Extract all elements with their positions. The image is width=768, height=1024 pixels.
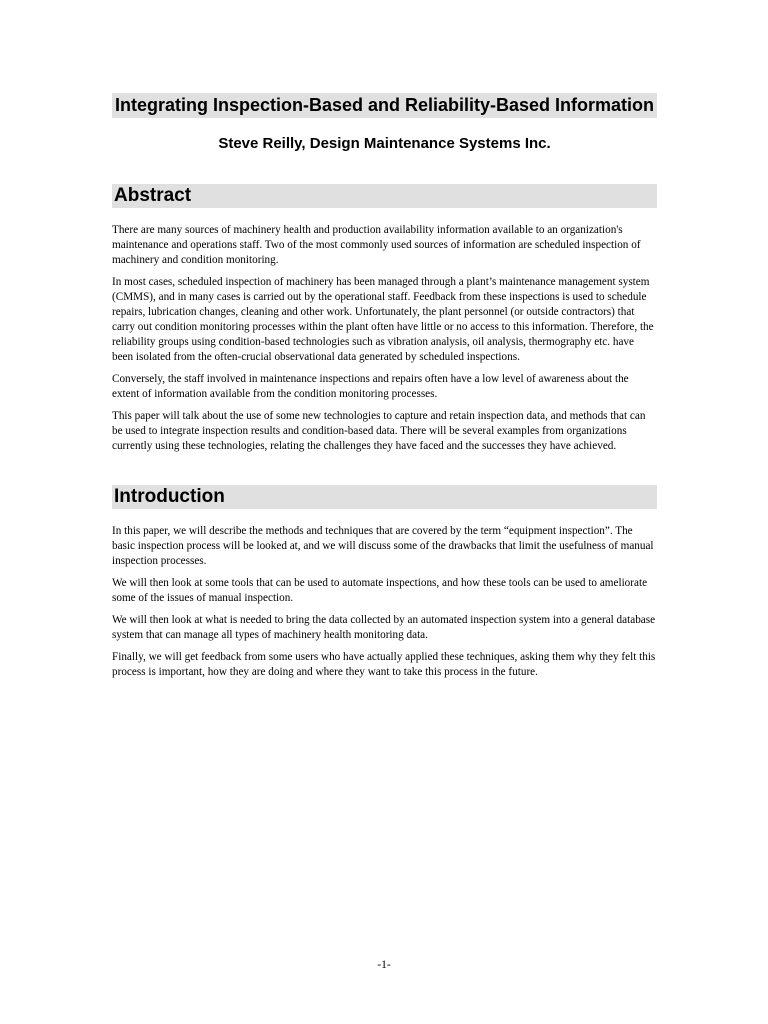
introduction-paragraph: We will then look at some tools that can be used to automate inspections, and how these tools can be used to ameliorate some of the issues of manual inspection. — [112, 577, 648, 604]
title-banner — [112, 93, 657, 118]
introduction-paragraph: In this paper, we will describe the methods and techniques that are covered by the term “equipment inspection”. The basic inspection process will be looked at, and we will discuss some of the drawbacks that limit the usefulness of manual inspection processes. — [112, 525, 654, 567]
abstract-paragraph: In most cases, scheduled inspection of machinery has been managed through a plant’s maintenance management system (CMMS), and in many cases is carried out by the operational staff. Feedback from these inspections is used to schedule repairs, lubrication changes, cleaning and other work. Unfortunately, the plant personnel (or outside contractors) that carry out condition monitoring processes within the plant often have little or no access to this information. Therefore, the reliability groups using condition-based technologies such as vibration analysis, oil analysis, thermography etc. have been isolated from the often-crucial observational data generated by scheduled inspections. — [112, 276, 654, 363]
abstract-heading: Abstract — [112, 184, 657, 208]
page-number: -1- — [377, 959, 391, 971]
introduction-paragraph: Finally, we will get feedback from some users who have actually applied these techniques, asking them why they felt this process is important, how they are doing and where they want to take this process in the future. — [112, 651, 656, 678]
abstract-paragraph: Conversely, the staff involved in maintenance inspections and repairs often have a low level of awareness about the extent of information available from the condition monitoring processes. — [112, 373, 629, 400]
paper-title: Integrating Inspection-Based and Reliability-Based Information — [114, 95, 655, 115]
author-line: Steve Reilly, Design Maintenance Systems Inc. — [218, 135, 551, 152]
abstract-paragraph: This paper will talk about the use of some new technologies to capture and retain inspection data, and methods that can be used to integrate inspection results and condition-based data. There will be several examples from organizations currently using these technologies, relating the challenges they have faced and the successes they have achieved. — [112, 410, 646, 452]
introduction-body — [112, 524, 657, 680]
abstract-paragraph: There are many sources of machinery health and production availability information available to an organization's maintenance and operations staff. Two of the most commonly used sources of information are scheduled inspection of machinery and condition monitoring. — [112, 224, 641, 266]
document-page — [112, 93, 657, 687]
abstract-body — [112, 223, 657, 454]
introduction-paragraph: We will then look at what is needed to bring the data collected by an automated inspection system into a general database system that can manage all types of machinery health monitoring data. — [112, 614, 656, 641]
introduction-heading: Introduction — [112, 485, 657, 509]
